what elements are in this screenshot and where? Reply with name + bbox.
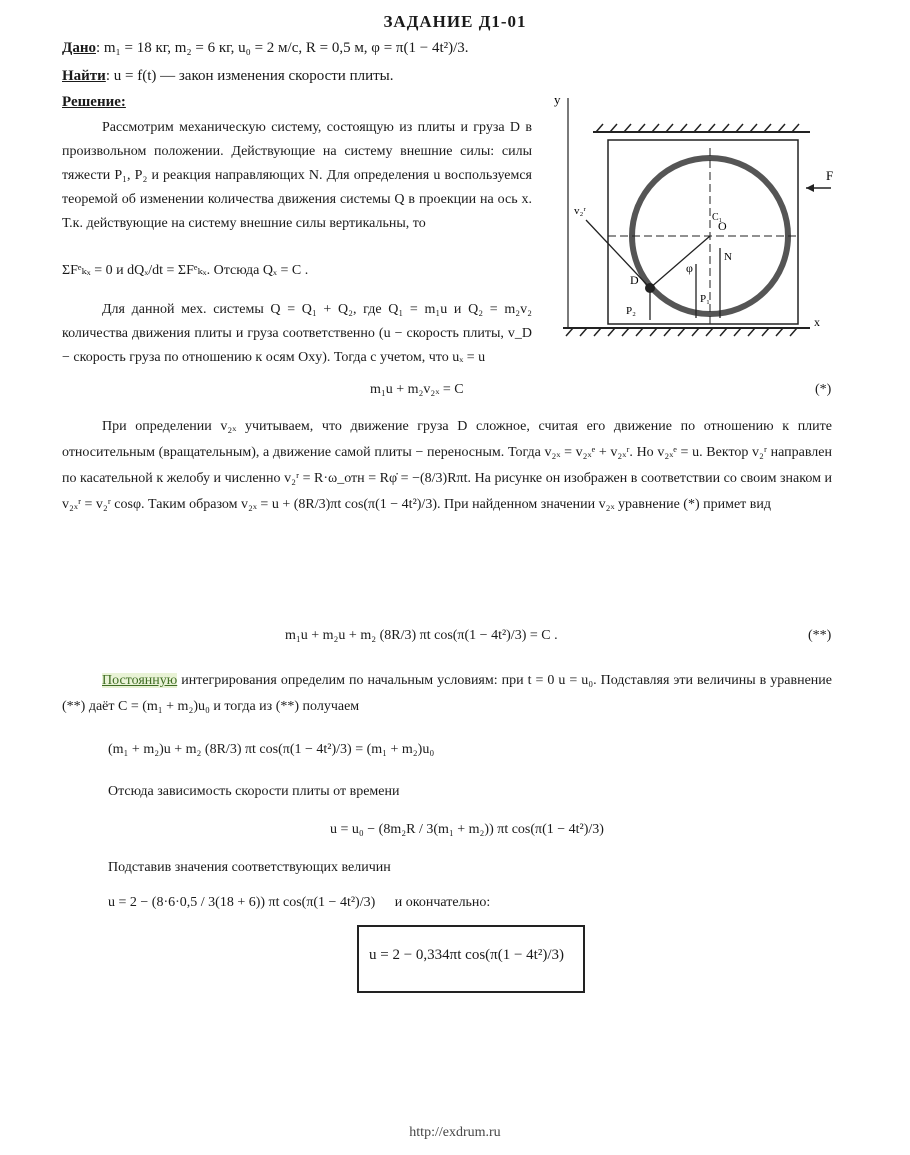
relative-velocity-label: v₂ʳ bbox=[574, 205, 586, 217]
weight-p2-label: P₂ bbox=[626, 305, 636, 317]
given-text: : m₁ = 18 кг, m₂ = 6 кг, u₀ = 2 м/с, R = 0,5 м, φ = π(1 − 4t²)/3. bbox=[95, 40, 469, 56]
paragraph-velocity-dependence: Отсюда зависимость скорости плиты от времени bbox=[108, 784, 400, 799]
answer-box bbox=[357, 925, 585, 993]
paragraph-system-momentum: Для данной мех. системы Q = Q₁ + Q₂, где Q₁ = m₁u и Q₂ = m₂v₂ количества движения плиты и груза соответственно (u − скорость плиты, v_D − скорость груза по отношению к осям Oxy). Тогда с учетом, что uₓ = u bbox=[62, 302, 532, 365]
highlighted-word: Постоянную bbox=[102, 673, 178, 688]
find-label: Найти bbox=[62, 68, 106, 84]
load-d-label: D bbox=[630, 273, 639, 287]
equation-velocity-numeric bbox=[108, 895, 490, 911]
x-axis-label: x bbox=[814, 315, 820, 329]
equation-star: m₁u + m₂v₂ₓ = C bbox=[370, 382, 464, 397]
find-line bbox=[62, 68, 394, 85]
solution-heading: Решение: bbox=[62, 94, 126, 110]
given-line bbox=[62, 40, 469, 57]
phi-label: φ bbox=[686, 261, 693, 275]
paragraph-intro: Рассмотрим механическую систему, состоящую из плиты и груза D в произвольном положении. Действующие на систему внешние силы: силы тяжести P₁, P₂ и реакция направляющих N. Для определения u воспользуемся теоремой об изменении количества движения системы Q в проекции на ось x. Т.к. действующие на систему внешние силы вертикальны, то bbox=[62, 120, 532, 231]
radius-line bbox=[650, 236, 710, 288]
equation-star-number: (*) bbox=[815, 382, 832, 397]
paragraph-substitution: Подставив значения соответствующих величин bbox=[108, 860, 391, 875]
page-title: ЗАДАНИЕ Д1-01 bbox=[383, 12, 527, 31]
equation-momentum-const: ΣFᵉₖₓ = 0 и dQₓ/dt = ΣFᵉₖₓ. Отсюда Qₓ = C . bbox=[62, 263, 309, 278]
given-label: Дано bbox=[62, 40, 96, 56]
equation-double-star-number: (**) bbox=[808, 628, 832, 643]
force-f-arrowhead bbox=[806, 184, 814, 192]
bottom-hatching bbox=[566, 328, 797, 336]
center-label: O bbox=[718, 219, 727, 233]
relative-velocity-vector bbox=[586, 220, 650, 288]
equation-with-constant: (m₁ + m₂)u + m₂ (8R/3) πt cos(π(1 − 4t²)/3) = (m₁ + m₂)u₀ bbox=[108, 742, 435, 757]
force-f-label: F bbox=[826, 168, 834, 183]
equation-double-star: m₁u + m₂u + m₂ (8R/3) πt cos(π(1 − 4t²)/3) = C . bbox=[285, 628, 558, 643]
paragraph-relative-motion: При определении v₂ₓ учитываем, что движение груза D сложное, считая его движение по отношению к плите относительным (вращательным), а движение самой плиты − переносным. Тогда v₂ₓ = v₂ₓᵉ + v₂ₓʳ. Но v₂ₓᵉ = u. Вектор v₂ʳ направлен по касательной к желобу и численно v₂ʳ = R·ω_отн = Rφ̇ = −(8/3)Rπt. На рисунке он изображен в соответствии со своим знаком и v₂ₓʳ = v₂ʳ cosφ. Таким образом v₂ₓ = u + (8R/3)πt cos(π(1 − 4t²)/3). При найденном значении v₂ₓ уравнение (*) примет вид bbox=[62, 419, 832, 512]
equation-velocity-numeric-tail: и окончательно: bbox=[394, 895, 491, 910]
mass-center-label: C₁ bbox=[712, 212, 723, 223]
equation-velocity-general: u = u₀ − (8m₂R / 3(m₁ + m₂)) πt cos(π(1 − 4t²)/3) bbox=[330, 822, 604, 837]
paragraph-initial-conditions-text: интегрирования определим по начальным условиям: при t = 0 u = u₀. Подставляя эти величины в уравнение (**) даёт C = (m₁ + m₂)u₀ и тогда из (**) получаем bbox=[62, 673, 832, 714]
y-axis-label: y bbox=[554, 92, 561, 107]
mechanism-figure bbox=[548, 88, 848, 348]
find-text: : u = f(t) — закон изменения скорости плиты. bbox=[105, 68, 394, 84]
top-hatching bbox=[596, 124, 799, 132]
paragraph-initial-conditions bbox=[62, 668, 832, 720]
weight-p1-label: P₁ bbox=[700, 293, 710, 305]
equation-velocity-numeric-text: u = 2 − (8·6·0,5 / 3(18 + 6)) πt cos(π(1 − 4t²)/3) bbox=[108, 895, 376, 910]
reaction-n-label: N bbox=[724, 251, 732, 263]
answer-formula: u = 2 − 0,334πt cos(π(1 − 4t²)/3) bbox=[369, 947, 564, 963]
footer-url: http://exdrum.ru bbox=[409, 1125, 501, 1140]
